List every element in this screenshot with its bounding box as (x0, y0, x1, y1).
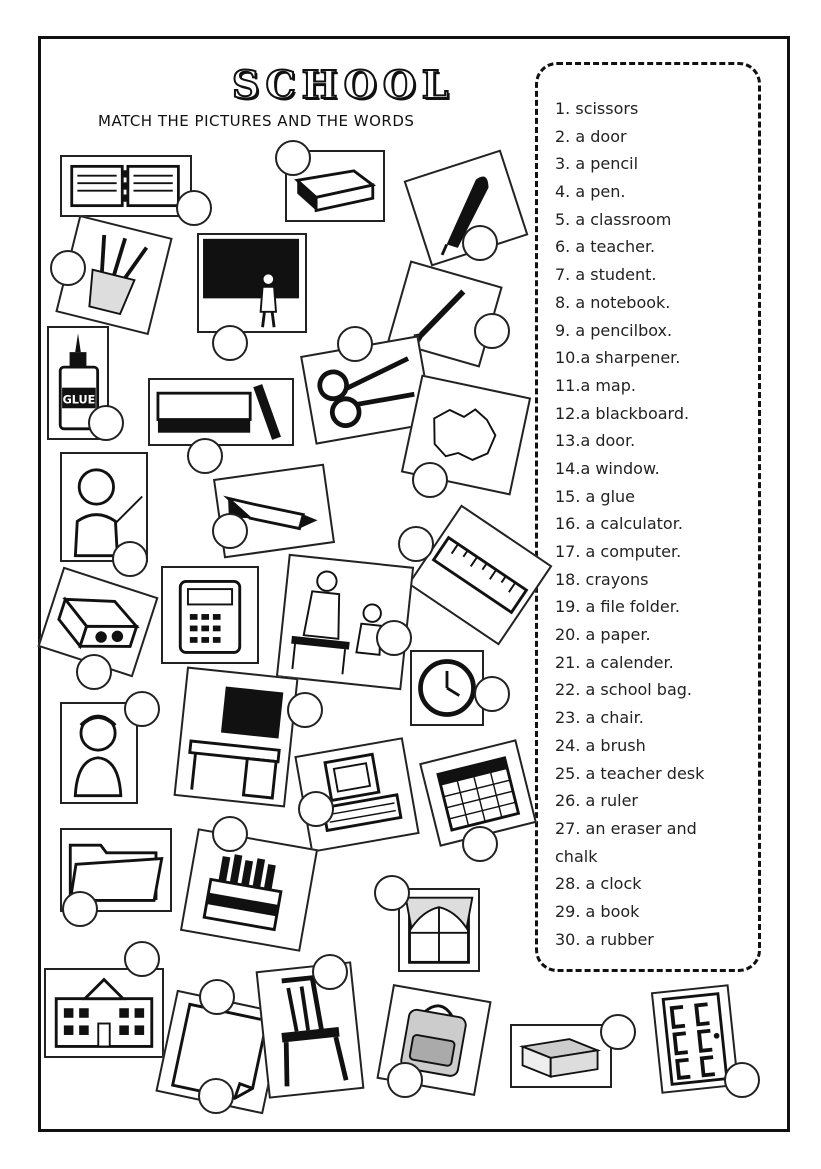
glue-label: GLUE (62, 393, 96, 407)
answer-circle[interactable] (198, 1078, 234, 1114)
answer-circle[interactable] (176, 190, 212, 226)
word-item: chalk (555, 846, 598, 866)
answer-circle[interactable] (474, 313, 510, 349)
word-item: 29. a book (555, 901, 640, 921)
word-item: 13.a door. (555, 431, 636, 451)
word-item: 27. an eraser and (555, 818, 697, 838)
eraser-chalk-picture (148, 378, 294, 446)
instructions: MATCH THE PICTURES AND THE WORDS (98, 112, 415, 130)
answer-circle[interactable] (724, 1062, 760, 1098)
answer-circle[interactable] (112, 541, 148, 577)
word-item: 15. a glue (555, 486, 636, 506)
answer-circle[interactable] (412, 462, 448, 498)
word-list (555, 95, 704, 953)
word-item: 3. a pencil (555, 154, 639, 174)
word-item: 12.a blackboard. (555, 403, 690, 423)
window-picture (398, 888, 480, 972)
answer-circle[interactable] (398, 526, 434, 562)
answer-circle[interactable] (124, 941, 160, 977)
answer-circle[interactable] (212, 816, 248, 852)
word-item: 4. a pen. (555, 182, 626, 202)
word-item: 16. a calculator. (555, 514, 683, 534)
rubber-picture (510, 1024, 612, 1088)
word-item: 18. crayons (555, 569, 649, 589)
school-building-picture (44, 968, 164, 1058)
answer-circle[interactable] (474, 676, 510, 712)
answer-circle[interactable] (462, 225, 498, 261)
word-item: 14.a window. (555, 458, 660, 478)
answer-circle[interactable] (600, 1014, 636, 1050)
word-item: 26. a ruler (555, 791, 639, 811)
word-item: 24. a brush (555, 735, 646, 755)
answer-circle[interactable] (88, 405, 124, 441)
answer-circle[interactable] (275, 140, 311, 176)
word-item: 19. a file folder. (555, 597, 680, 617)
answer-circle[interactable] (312, 954, 348, 990)
word-item: 1. scissors (555, 99, 639, 118)
word-item: 5. a classroom (555, 209, 672, 229)
calculator-picture (161, 566, 259, 664)
answer-circle[interactable] (298, 791, 334, 827)
answer-circle[interactable] (337, 326, 373, 362)
answer-circle[interactable] (187, 438, 223, 474)
word-item: 21. a calender. (555, 652, 674, 672)
computer-desk-picture (174, 667, 299, 808)
answer-circle[interactable] (212, 513, 248, 549)
word-item: 30. a rubber (555, 929, 654, 949)
page-title: SCHOOL (232, 62, 455, 107)
answer-circle[interactable] (76, 654, 112, 690)
word-item: 7. a student. (555, 265, 657, 285)
answer-circle[interactable] (124, 691, 160, 727)
word-item: 11.a map. (555, 375, 636, 395)
answer-circle[interactable] (387, 1062, 423, 1098)
answer-circle[interactable] (50, 250, 86, 286)
chair-picture (256, 961, 365, 1098)
answer-circle[interactable] (62, 891, 98, 927)
word-item: 28. a clock (555, 874, 642, 894)
answer-circle[interactable] (376, 620, 412, 656)
word-item: 25. a teacher desk (555, 763, 705, 783)
word-item: 6. a teacher. (555, 237, 656, 257)
clock-picture (410, 650, 484, 726)
word-item: 2. a door (555, 126, 627, 146)
word-item: 22. a school bag. (555, 680, 693, 700)
word-item: 10.a sharpener. (555, 348, 681, 368)
answer-circle[interactable] (287, 692, 323, 728)
word-item: 20. a paper. (555, 625, 651, 645)
notebook-picture (60, 155, 192, 217)
crayons-box-picture (180, 828, 318, 952)
blackboard-picture (197, 233, 307, 333)
answer-circle[interactable] (212, 325, 248, 361)
answer-circle[interactable] (374, 875, 410, 911)
word-item: 23. a chair. (555, 708, 644, 728)
word-item: 9. a pencilbox. (555, 320, 673, 340)
answer-circle[interactable] (199, 979, 235, 1015)
word-item: 17. a computer. (555, 542, 682, 561)
answer-circle[interactable] (462, 826, 498, 862)
word-item: 8. a notebook. (555, 292, 671, 312)
